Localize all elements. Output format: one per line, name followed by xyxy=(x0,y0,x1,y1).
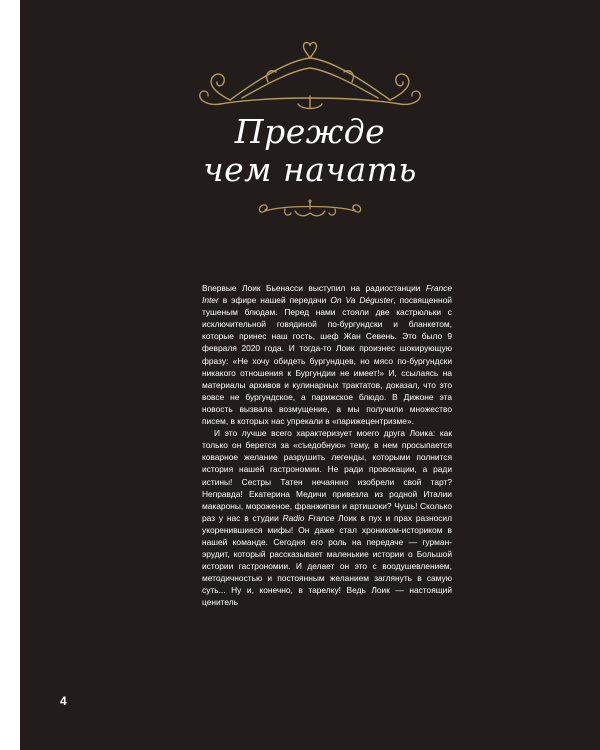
body-paragraph-2 xyxy=(202,427,452,608)
body-p1-italic-segment: France Inter xyxy=(202,283,452,306)
body-p1-italic-segment: On Va Déguster xyxy=(330,295,394,306)
ornament-bottom-icon xyxy=(255,197,365,223)
body-p1-segment: Впервые Лоик Бьенасси выступил на радиостанции xyxy=(202,283,426,293)
body-p2-segment: И это лучше всего характеризует моего друга Лоика: как только он берется за «съедобную» тему, в нем просыпается коварное желание разрушить легенды, которыми полнится история нашей гастрономии. Не ради провокации, а ради истины! Сестры Татен нечаянно изобрели свой тарт? Неправда! Екатерина Медичи привезла из родной Италии макароны, мороженое, франжипан и артишоки? Чушь! Сколько раз у нас в студии xyxy=(202,428,452,523)
body-text xyxy=(202,282,452,609)
body-p2-segment: Лоик в пух и прах разносил укоренившиеся мифы! Он даже стал хроником-историком в нашей команде. Сегодня его роль на передаче — гурман-эрудит, который рассказывает маленькие истории о Большой истории гастрономии. И делает он это с воодушевлением, методичностью и постоянным желанием заглянуть в самую суть... Ну и, конечно, в тарелку! Ведь Лоик — настоящий ценитель xyxy=(202,512,452,608)
body-p1-segment: в эфире нашей передачи xyxy=(218,295,331,306)
page-title-line-1: Прежде xyxy=(234,112,386,151)
page-number: 4 xyxy=(60,694,67,708)
ornament-top-icon xyxy=(190,38,430,114)
page-title-line-2: чем начать xyxy=(203,150,417,189)
body-p1-segment: , посвященной тушеным блюдам. Перед нами стояли две кастрюльки с исключительной говядиной по-бургундски и бланкетом, которые принес наш гость, шеф Жан Севень. Это было 9 февраля 2020 года. И тогда-то Лоик произнес шокирующую фразу: «Не хочу обидеть бургундцев, но мясо по-бургундски никакого отношения к Бургундии не имеет!» И, ссылаясь на материалы архивов и кулинарных трактатов, доказал, что это вовсе не бургундское, а парижское блюдо. В Дижоне эта новость вызвала возмущение, а мы получили множество писем, в которых нас упрекали в «парижецентризме». xyxy=(202,295,452,427)
body-paragraph-1 xyxy=(202,282,452,427)
body-p2-italic-segment: Radio France xyxy=(282,512,335,523)
page xyxy=(20,0,600,750)
